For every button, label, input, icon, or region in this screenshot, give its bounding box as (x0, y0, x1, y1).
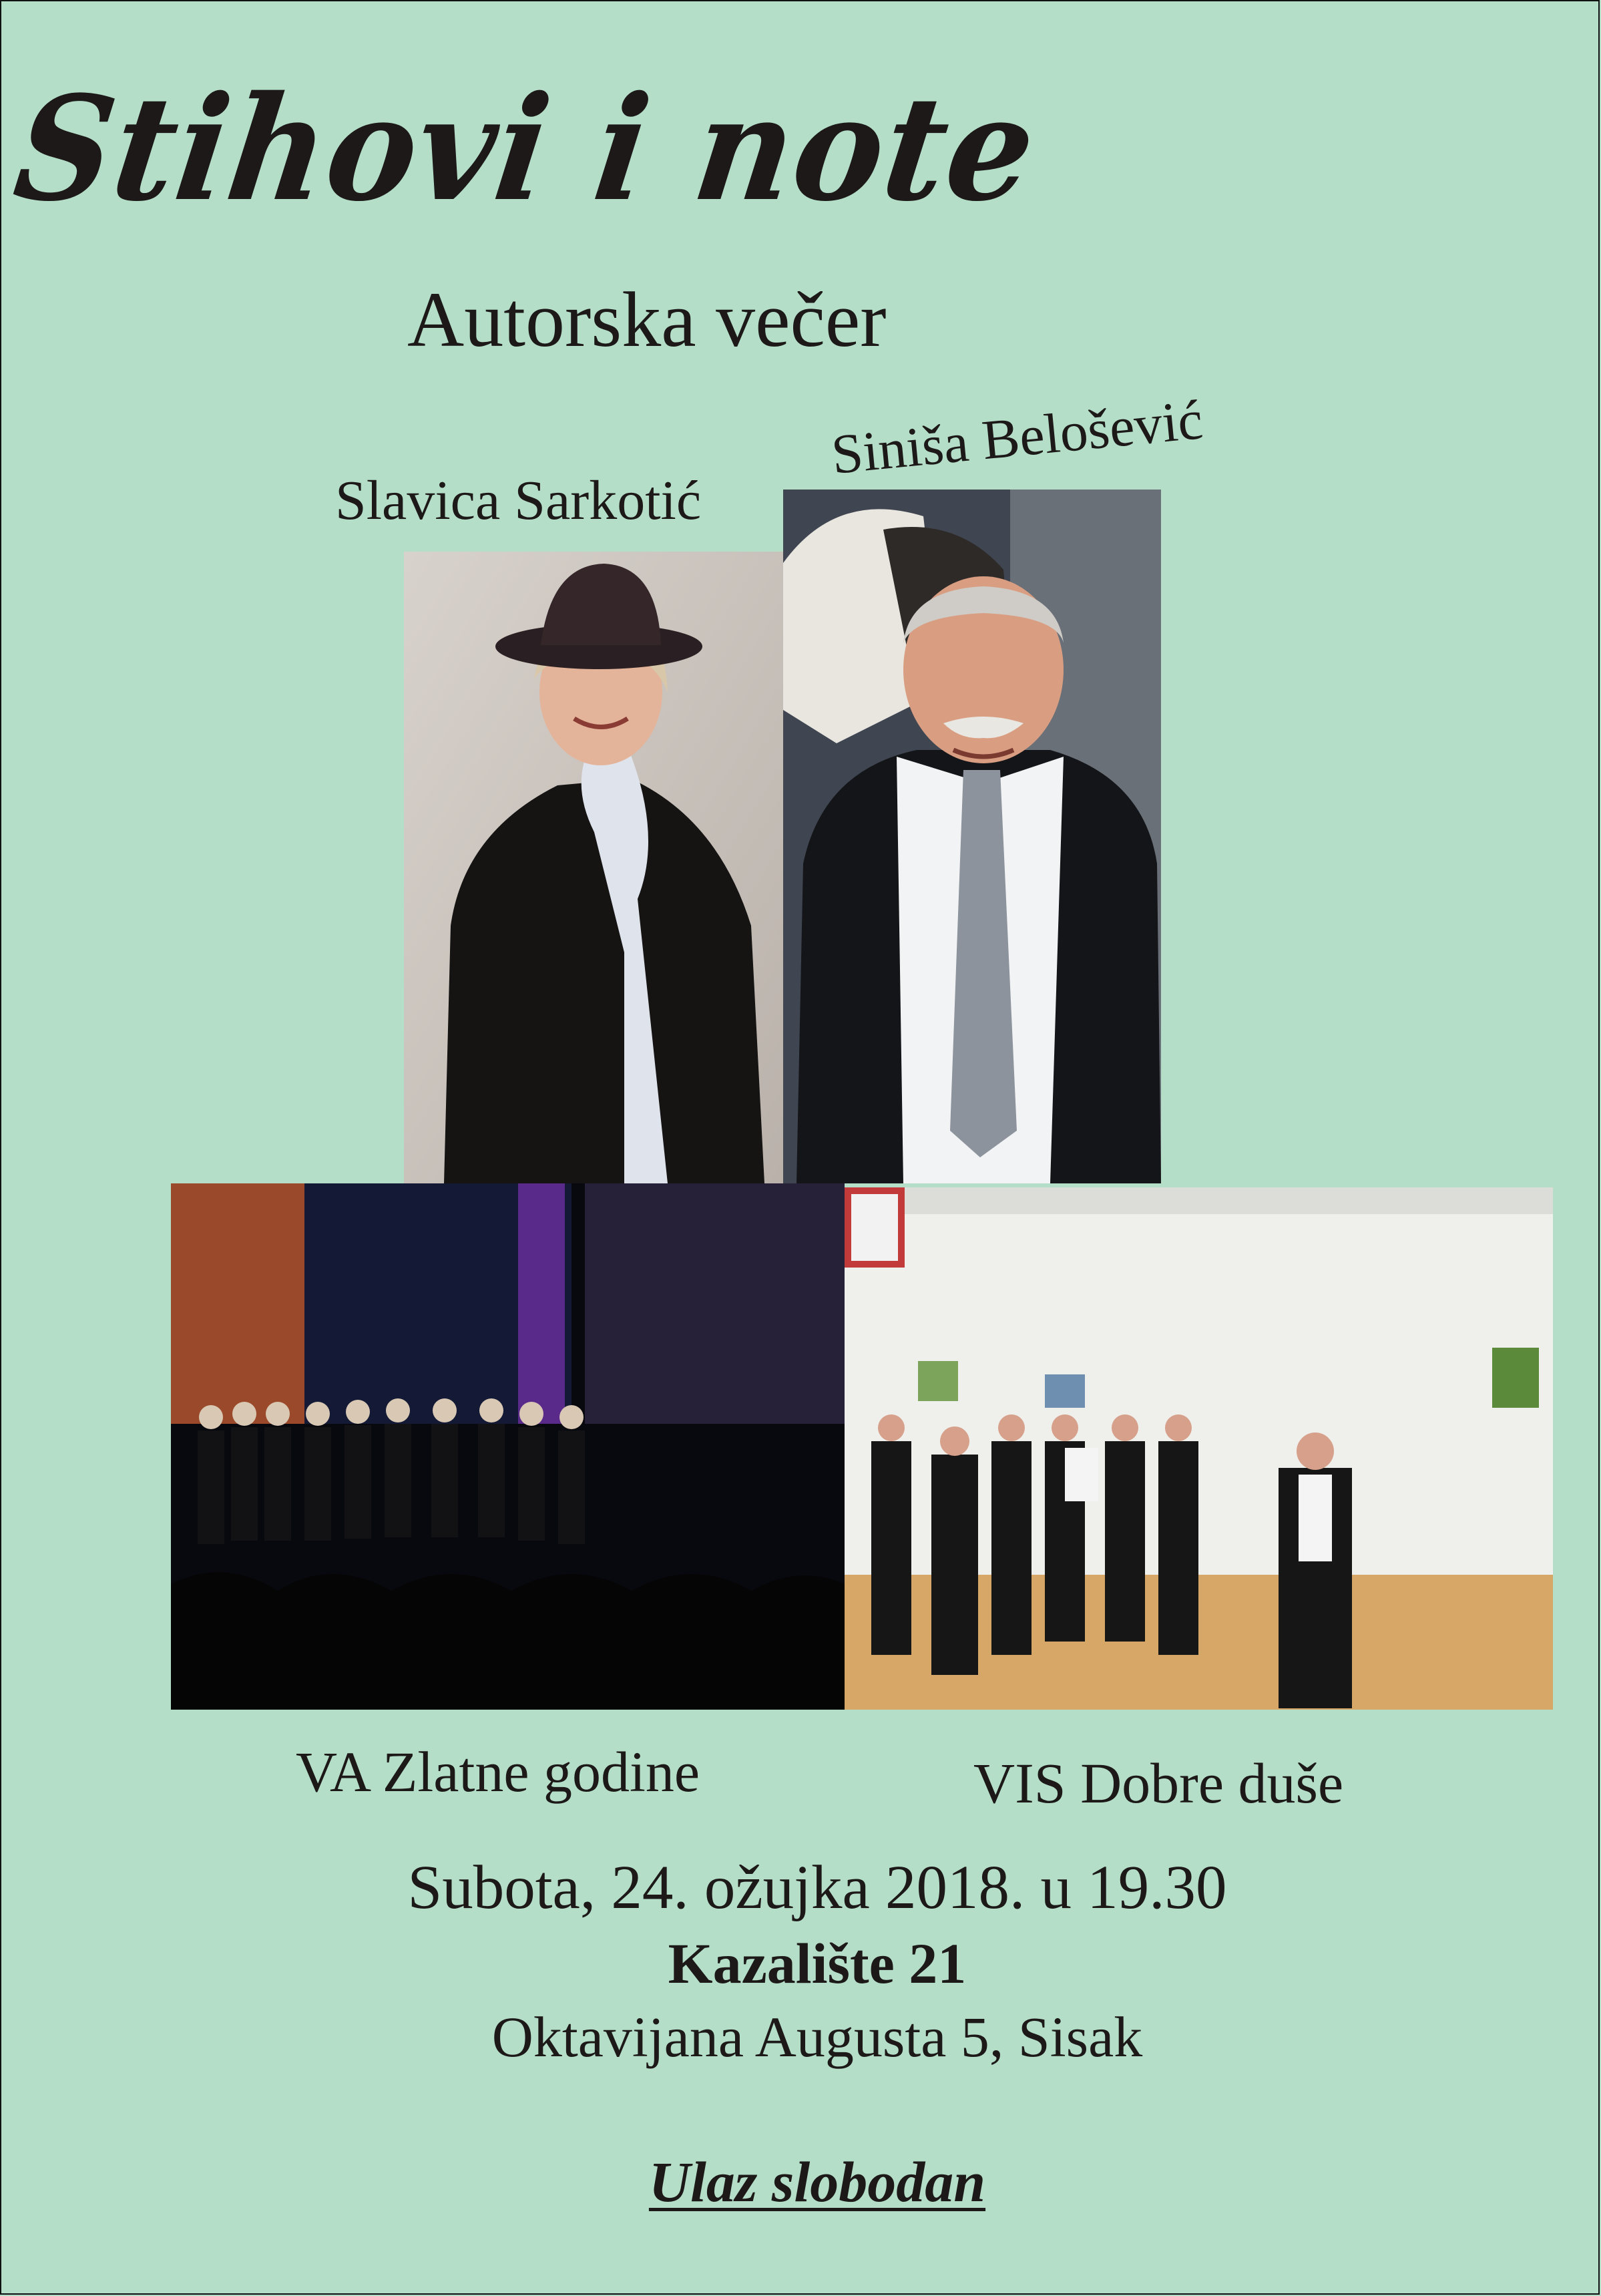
entry-notice: Ulaz slobodan (648, 2150, 986, 2214)
event-venue: Kazalište 21 (668, 1931, 967, 1995)
group-caption-1: VA Zlatne godine (296, 1740, 700, 1804)
poster-subtitle: Autorska večer (407, 276, 887, 363)
choir-photo (171, 1183, 845, 1710)
event-address: Oktavijana Augusta 5, Sisak (491, 2005, 1143, 2069)
poster-title: Stihovi i note (6, 64, 1046, 233)
event-date-time: Subota, 24. ožujka 2018. u 19.30 (407, 1853, 1227, 1922)
author-photo-2 (783, 490, 1161, 1183)
author-name-2: Siniša Belošević (829, 388, 1206, 486)
author-photo-1 (404, 552, 783, 1183)
author-name-1: Slavica Sarkotić (335, 469, 702, 532)
group-caption-2: VIS Dobre duše (973, 1751, 1344, 1815)
band-photo (845, 1187, 1553, 1710)
